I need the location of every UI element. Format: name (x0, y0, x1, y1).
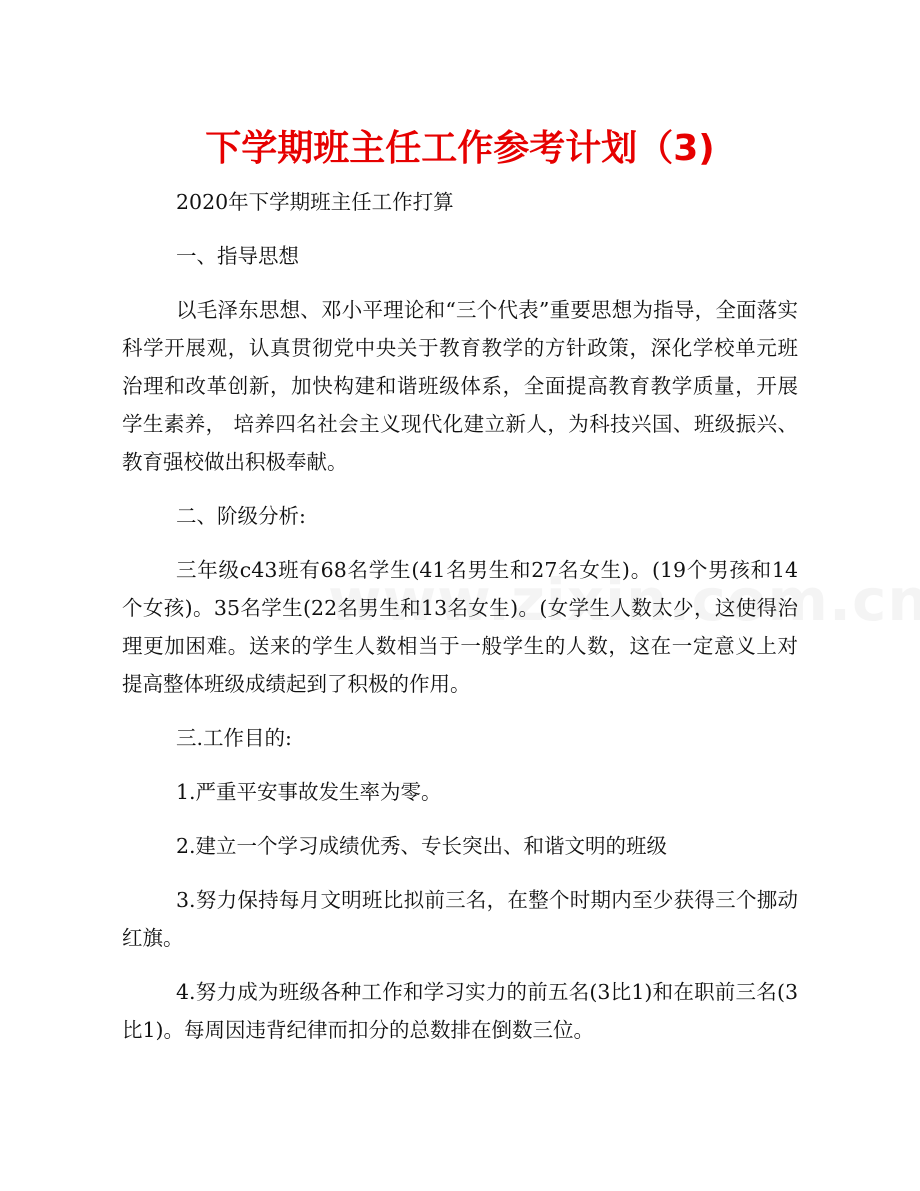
section-heading-work-goals: 三.工作目的: (176, 726, 292, 750)
section-heading-guiding-ideology: 一、指导思想 (176, 244, 299, 268)
goal-item-3: 3.努力保持每月文明班比拟前三名，在整个时期内至少获得三个挪动红旗。 (122, 888, 798, 950)
paragraph-plan-heading: 2020年下学期班主任工作打算 (176, 190, 454, 214)
section-heading-class-analysis: 二、阶级分析: (176, 504, 306, 528)
paragraph-class-analysis: 三年级c43班有68名学生(41名男生和27名女生)。(19个男孩和14个女孩)。35名学生(22名男生和13名女生)。(女学生人数太少，这使得治理更加困难。送来的学生人数相当于一般学生的人数，这在一定意义上对提高整体班级成绩起到了积极的作用。 (122, 558, 798, 696)
document-title: 下学期班主任工作参考计划（3) (205, 128, 715, 169)
goal-item-1: 1.严重平安事故发生率为零。 (176, 780, 442, 804)
goal-item-2: 2.建立一个学习成绩优秀、专长突出、和谐文明的班级 (176, 834, 668, 858)
document-body (122, 183, 798, 1065)
goal-item-4: 4.努力成为班级各种工作和学习实力的前五名(3比1)和在职前三名(3比1)。每周因违背纪律而扣分的总数排在倒数三位。 (122, 980, 798, 1042)
paragraph-guiding-ideology: 以毛泽东思想、邓小平理论和“三个代表”重要思想为指导，全面落实科学开展观，认真贯彻党中央关于教育教学的方针政策，深化学校单元班治理和改革创新，加快构建和谐班级体系，全面提高教育教学质量，开展学生素养， 培养四名社会主义现代化建立新人，为科技兴国、班级振兴、教育强校做出积极奉献。 (122, 298, 798, 474)
